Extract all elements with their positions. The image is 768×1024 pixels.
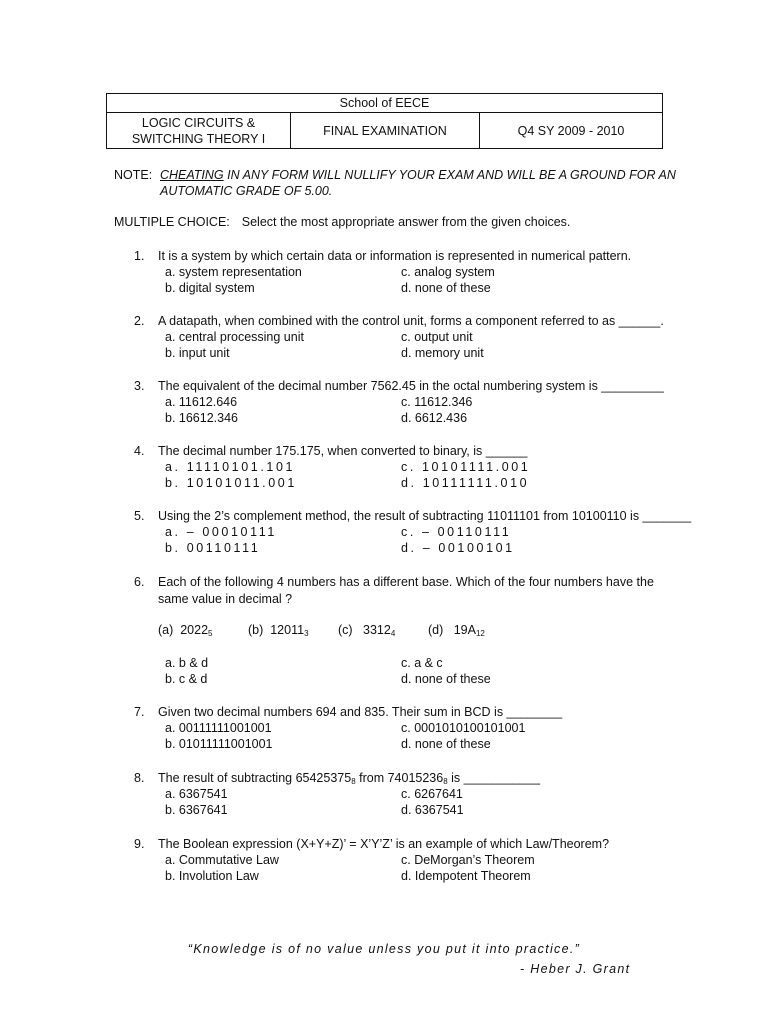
option-d: d. memory unit [401,346,484,360]
option-d: d. 6612.436 [401,411,468,425]
option-b: b. input unit [165,346,230,360]
option-a: a. 6367541 [165,787,228,801]
question-stem: It is a system by which certain data or information is represented in numerical pattern. [158,249,632,263]
option-c: c. output unit [401,330,473,344]
option-a: a. 00111111001001 [165,721,272,735]
base-b-label: (b) [248,623,264,637]
option-c: c. 10101111.001 [401,460,531,474]
option-a: a. 11612.646 [165,395,238,409]
option-d: d. Idempotent Theorem [401,869,531,883]
option-c: c. – 00110111 [401,525,512,539]
option-c: c. 11612.346 [401,395,473,409]
question-stem: Each of the following 4 numbers has a different base. Which of the four numbers have the same value in decimal ? [158,575,654,606]
quote-author: - Heber J. Grant [520,962,631,976]
note-cheating-word: CHEATING [160,168,224,182]
question-number: 8. [134,771,145,785]
question-stem: Given two decimal numbers 694 and 835. Their sum in BCD is ________ [158,705,563,719]
question-number: 2. [134,314,145,328]
note-label: NOTE: [114,168,153,182]
base-a-value: 2022 [180,623,209,637]
base-d-value: 19A [453,623,476,637]
stem-base-1: 8 [351,777,356,786]
option-b: b. 01011111001001 [165,737,273,751]
note-body: IN ANY FORM WILL NULLIFY YOUR EXAM AND WILL BE A GROUND FOR AN AUTOMATIC GRADE OF 5.00. [160,168,676,198]
option-b: b. 6367641 [165,803,228,817]
option-c: c. 0001010100101001 [401,721,526,735]
option-d: d. none of these [401,672,491,686]
option-a: a. b & d [165,656,209,670]
subject-line-1: LOGIC CIRCUITS & [141,115,256,130]
base-b-radix: 3 [304,629,309,638]
option-d: d. none of these [401,281,491,295]
stem-part-1: The result of subtracting 65425375 [158,771,352,785]
option-a: a. central processing unit [165,330,304,344]
option-d: d. – 00100101 [401,541,515,555]
base-number-d [428,622,485,643]
option-c: c. a & c [401,656,443,670]
question-stem: The decimal number 175.175, when converted to binary, is ______ [158,444,528,458]
option-a: a. system representation [165,265,302,279]
school-name: School of EECE [107,94,663,113]
option-c: c. 6267641 [401,787,463,801]
base-number-b [248,622,309,643]
footer-quote: “Knowledge is of no value unless you put it into practice.” [187,942,581,956]
option-c: c. analog system [401,265,495,279]
option-b: b. Involution Law [165,869,259,883]
question-number: 4. [134,444,145,458]
question-stem: Using the 2’s complement method, the result of subtracting 11011101 from 10100110 is _______ [158,509,692,523]
question-number: 5. [134,509,145,523]
question-stem: The equivalent of the decimal number 7562.45 in the octal numbering system is _________ [158,379,664,393]
base-c-radix: 4 [390,629,396,638]
exam-header-table [106,93,663,149]
option-b: b. 10101011.001 [165,476,297,490]
option-d: d. none of these [401,737,491,751]
option-b: b. c & d [165,672,208,686]
option-b: b. 16612.346 [165,411,238,425]
base-c-label: (c) [338,623,353,637]
multiple-choice-instructions [114,215,570,229]
question-stem: The Boolean expression (X+Y+Z)’ = X’Y’Z’ is an example of which Law/Theorem? [158,837,610,851]
base-number-c [338,622,395,643]
stem-part-2: from 74015236 [355,771,444,785]
exam-term: Q4 SY 2009 - 2010 [480,113,663,149]
base-b-value: 12011 [270,623,305,637]
question-stem: A datapath, when combined with the control unit, forms a component referred to as ______. [158,314,664,328]
base-c-value: 3312 [363,623,391,637]
option-d: d. 10111111.010 [401,476,530,490]
option-c: c. DeMorgan’s Theorem [401,853,535,867]
multiple-choice-instruction: Select the most appropriate answer from the given choices. [241,215,571,229]
question-number: 9. [134,837,145,851]
stem-base-2: 8 [443,777,448,786]
base-a-label: (a) [158,623,174,637]
multiple-choice-label: MULTIPLE CHOICE: [114,215,230,229]
option-d: d. 6367541 [401,803,464,817]
question-number: 1. [134,249,145,263]
exam-title: FINAL EXAMINATION [291,113,480,149]
base-d-label: (d) [428,623,444,637]
base-a-radix: 5 [208,629,213,638]
question-number: 3. [134,379,145,393]
stem-part-3: is ___________ [447,771,541,785]
question-number: 6. [134,575,145,589]
subject-title [107,113,291,149]
note-text [160,167,680,199]
subject-line-2: SWITCHING THEORY I [131,131,266,146]
base-d-radix: 12 [475,629,485,638]
option-a: a. 11110101.101 [165,460,296,474]
option-b: b. digital system [165,281,255,295]
option-a: a. Commutative Law [165,853,279,867]
option-a: a. – 00010111 [165,525,277,539]
question-number: 7. [134,705,145,719]
base-number-a [158,622,213,643]
option-b: b. 00110111 [165,541,261,555]
